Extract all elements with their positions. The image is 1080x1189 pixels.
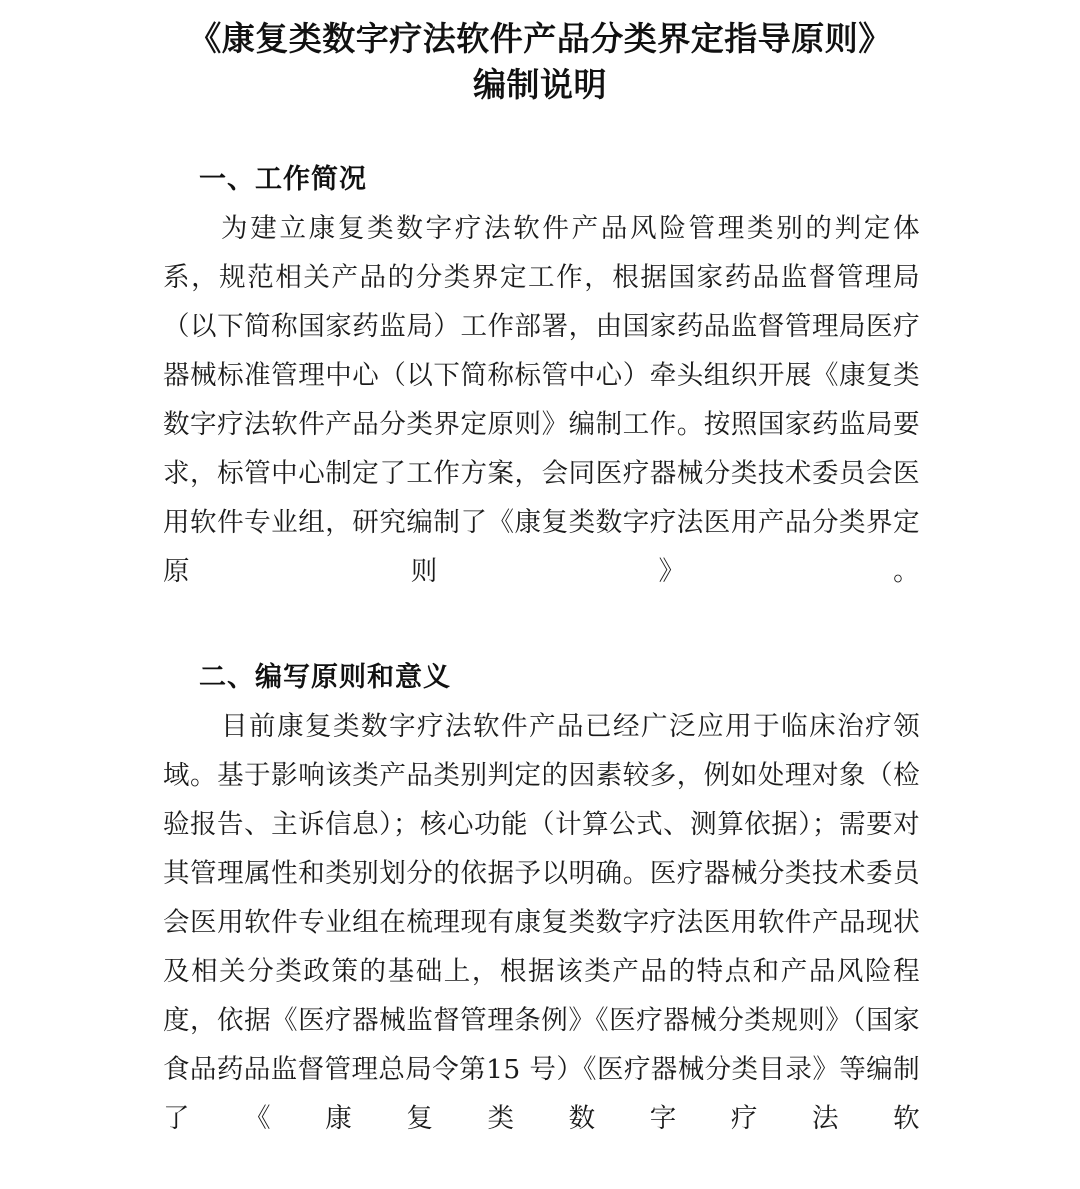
document-title bbox=[162, 0, 919, 108]
section-heading-2: 二、编写原则和意义 bbox=[199, 662, 451, 692]
section-2-paragraph-1: 目前康复类数字疗法软件产品已经广泛应用于临床治疗领域。基于影响该类产品类别判定的因素较多，例如处理对象（检验报告、主诉信息）；核心功能（计算公式、测算依据）；需要对其管理属性和类别划分的依据予以明确。医疗器械分类技术委员会医用软件专业组在梳理现有康复类数字疗法医用软件产品现状及相关分类政策的基础上，根据该类产品的特点和产品风险程度，依据《医疗器械监督管理条例》《医疗器械分类规则》（国家食品药品监督管理总局令第15 号）《医疗器械分类目录》等编制了《康复类数字疗法软 bbox=[163, 711, 920, 1134]
document-body bbox=[163, 155, 920, 1189]
document-title-line-1: 《康复类数字疗法软件产品分类界定指导原则》 bbox=[188, 20, 892, 57]
section-1-paragraph-1: 为建立康复类数字疗法软件产品风险管理类别的判定体系，规范相关产品的分类界定工作，根据国家药品监督管理局（以下简称国家药监局）工作部署，由国家药品监督管理局医疗器械标准管理中心（以下简称标管中心）牵头组织开展《康复类数字疗法软件产品分类界定原则》编制工作。按照国家药监局要求，标管中心制定了工作方案，会同医疗器械分类技术委员会医用软件专业组，研究编制了《康复类数字疗法医用产品分类界定原则》。 bbox=[163, 213, 920, 587]
document-title-line-2: 编制说明 bbox=[473, 66, 607, 103]
section-heading-1: 一、工作简况 bbox=[199, 164, 367, 194]
section-gap bbox=[163, 645, 920, 653]
